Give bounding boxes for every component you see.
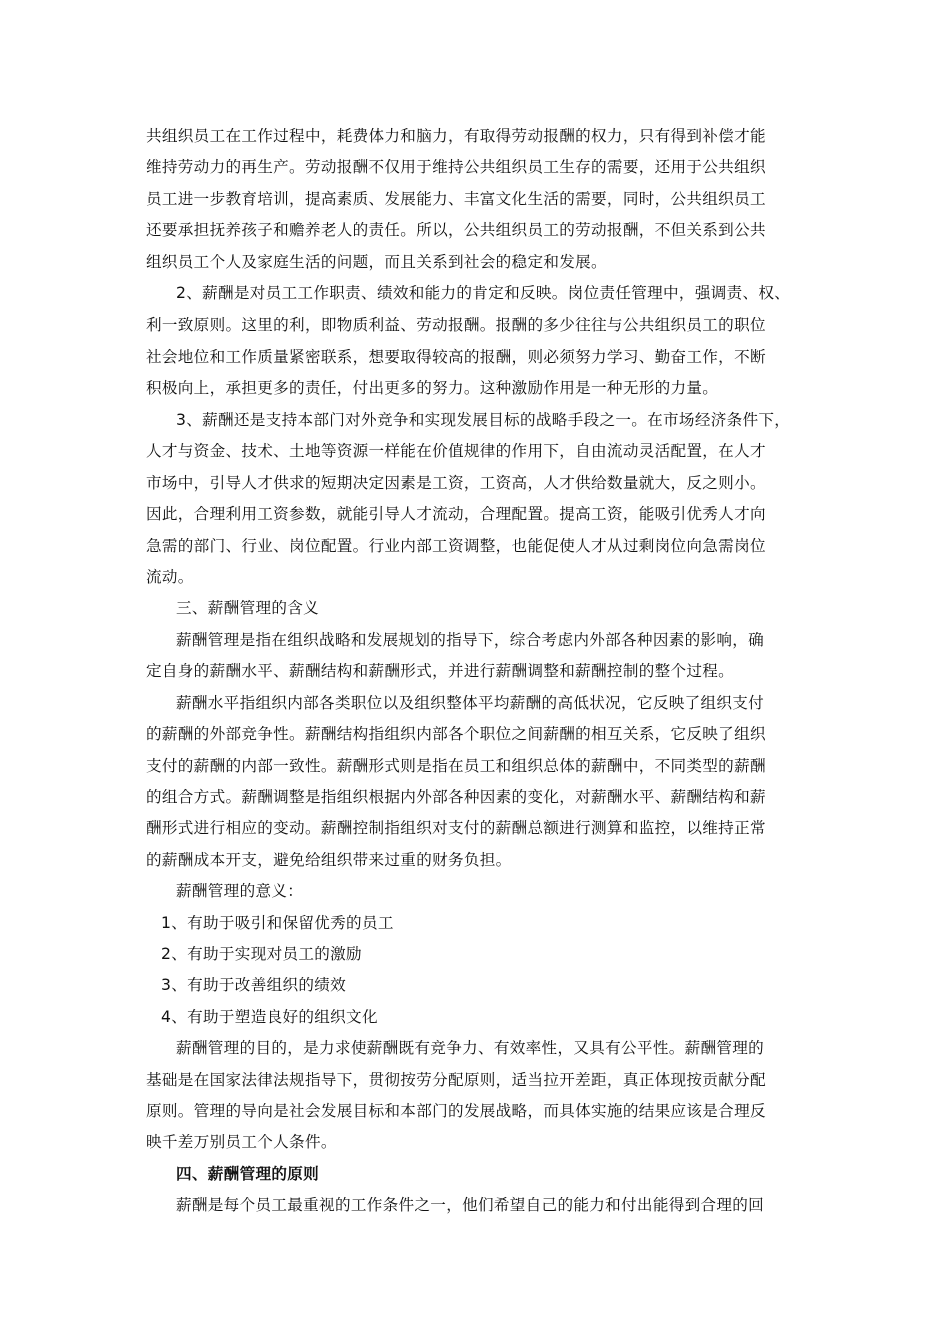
paragraph-line: 还要承担抚养孩子和赡养老人的责任。所以，公共组织员工的劳动报酬，不但关系到公共 [146, 221, 766, 239]
list-item: 2、有助于实现对员工的激励 [161, 945, 362, 963]
section-heading: 三、薪酬管理的含义 [176, 599, 320, 617]
paragraph-line: 3、薪酬还是支持本部门对外竞争和实现发展目标的战略手段之一。在市场经济条件下， [176, 411, 791, 429]
paragraph-line: 基础是在国家法律法规指导下，贯彻按劳分配原则，适当拉开差距，真正体现按贡献分配 [146, 1071, 766, 1089]
list-item: 4、有助于塑造良好的组织文化 [161, 1008, 378, 1026]
section-heading: 四、薪酬管理的原则 [176, 1165, 320, 1183]
paragraph-line: 映千差万别员工个人条件。 [146, 1133, 337, 1151]
paragraph-line: 薪酬是每个员工最重视的工作条件之一，他们希望自己的能力和付出能得到合理的回 [176, 1196, 765, 1214]
paragraph-line: 员工进一步教育培训，提高素质、发展能力、丰富文化生活的需要，同时，公共组织员工 [146, 190, 766, 208]
paragraph-line: 因此，合理利用工资参数，就能引导人才流动，合理配置。提高工资，能吸引优秀人才向 [146, 505, 766, 523]
paragraph-line: 薪酬管理的意义： [176, 882, 304, 900]
paragraph-line: 市场中，引导人才供求的短期决定因素是工资，工资高，人才供给数量就大，反之则小。 [146, 474, 766, 492]
paragraph-line: 的薪酬成本开支，避免给组织带来过重的财务负担。 [146, 851, 512, 869]
paragraph-line: 定自身的薪酬水平、薪酬结构和薪酬形式，并进行薪酬调整和薪酬控制的整个过程。 [146, 662, 735, 680]
paragraph-line: 薪酬水平指组织内部各类职位以及组织整体平均薪酬的高低状况，它反映了组织支付 [176, 694, 765, 712]
paragraph-line: 酬形式进行相应的变动。薪酬控制指组织对支付的薪酬总额进行测算和监控，以维持正常 [146, 819, 766, 837]
paragraph-line: 积极向上，承担更多的责任，付出更多的努力。这种激励作用是一种无形的力量。 [146, 379, 719, 397]
paragraph-line: 薪酬管理的目的，是力求使薪酬既有竞争力、有效率性，又具有公平性。薪酬管理的 [176, 1039, 765, 1057]
paragraph-line: 共组织员工在工作过程中，耗费体力和脑力，有取得劳动报酬的权力，只有得到补偿才能 [146, 127, 766, 145]
paragraph-line: 支付的薪酬的内部一致性。薪酬形式则是指在员工和组织总体的薪酬中，不同类型的薪酬 [146, 757, 766, 775]
list-item: 1、有助于吸引和保留优秀的员工 [161, 914, 394, 932]
paragraph-line: 急需的部门、行业、岗位配置。行业内部工资调整，也能促使人才从过剩岗位向急需岗位 [146, 537, 766, 555]
paragraph-line: 社会地位和工作质量紧密联系，想要取得较高的报酬，则必须努力学习、勤奋工作，不断 [146, 348, 766, 366]
paragraph-line: 维持劳动力的再生产。劳动报酬不仅用于维持公共组织员工生存的需要，还用于公共组织 [146, 158, 766, 176]
paragraph-line: 的薪酬的外部竞争性。薪酬结构指组织内部各个职位之间薪酬的相互关系，它反映了组织 [146, 725, 766, 743]
paragraph-line: 原则。管理的导向是社会发展目标和本部门的发展战略，而具体实施的结果应该是合理反 [146, 1102, 766, 1120]
paragraph-line: 人才与资金、技术、土地等资源一样能在价值规律的作用下，自由流动灵活配置，在人才 [146, 442, 766, 460]
paragraph-line: 组织员工个人及家庭生活的问题，而且关系到社会的稳定和发展。 [146, 253, 607, 271]
paragraph-line: 2、薪酬是对员工工作职责、绩效和能力的肯定和反映。岗位责任管理中，强调责、权、 [176, 284, 791, 302]
paragraph-line: 薪酬管理是指在组织战略和发展规划的指导下，综合考虑内外部各种因素的影响，确 [176, 631, 765, 649]
paragraph-line: 的组合方式。薪酬调整是指组织根据内外部各种因素的变化，对薪酬水平、薪酬结构和薪 [146, 788, 766, 806]
list-item: 3、有助于改善组织的绩效 [161, 976, 347, 994]
paragraph-line: 利一致原则。这里的利，即物质利益、劳动报酬。报酬的多少往往与公共组织员工的职位 [146, 316, 766, 334]
paragraph-line: 流动。 [146, 568, 194, 586]
